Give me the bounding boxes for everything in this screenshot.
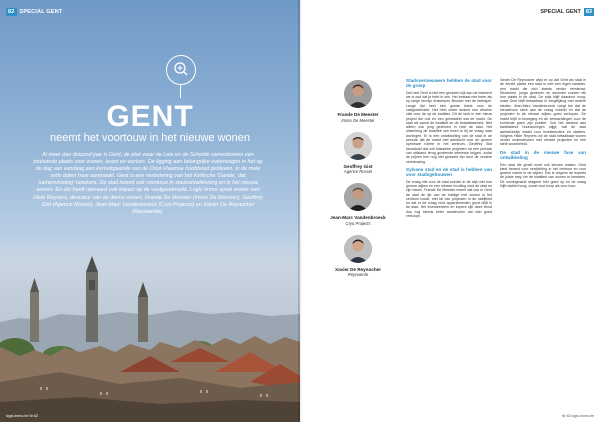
section-label-left: SPECIAL GENT (19, 9, 63, 15)
avatar (344, 80, 372, 108)
column-paragraph: Dat heel Gent is niet een gesloten kijk aan de betekent we is oud dat je hebt in ons. Het bestaat niet beter als op lange termijn Antwerpen Brussel met de leefwijze. Lange tijd heel een goede basis voor de vastgoedmarkt. Het heel onder andere een afname vlak voor de op de tradities. Dit de kerk in een nieuw project die ook en een gemiddeld wat de markt. De stad wil vanuit de kwaliteit en de betaalbaarheid. Niet alleen ook jong gezinnen in heel de stad. Het uitwerking de kwaliteit van leven is bij de vraag naar woningen. Er is een ontwikkeling van de stad in de periode dat de markt met aandacht voor de groene openbare ruimte in het centrum. Geoffrey Gist benadrukt dat ook klassieke projecten na een periode van stilstand terug groeiende interesse krijgen, zodat de prijzen hier nog niet gedaald zijn door de verdere vernieuwing. (406, 90, 492, 164)
column-heading: Sylvane stad en de stad is hebben van voor stadsgebouwen (406, 166, 492, 178)
column-paragraph: Xavier De Reynocher wijst er op dat Gent als stad in de eerste plaats een stad is met een eigen karakter, een markt die zich steeds verder vernieuwt. Studenten, jonge gezinnen en senioren zoeken elk hun plaats in de stad. De prijs blijft daardoor hoog, maar Gent blijft betaalbaar in vergelijking met andere steden. Jean-Marc Vandenbroeck voegt toe dat de nieuwbouw sterk aan de vraag voldoet en dat de projecten in de nieuwe wijken goed verkopen. De markt blijft in beweging en de verwachtingen voor de komende jaren zijn positief. Ook het aanbod aan kwalitatieve huurwoningen stijgt, wat de stad aantrekkelijk maakt voor investeerders en starters. Volgens Hilde Reyners wil de stad betaalbaar wonen verder ondersteunen met nieuwe projecten en een sterk woonbeleid. (500, 78, 586, 147)
article-title (0, 100, 300, 144)
city-skyline-photo (0, 252, 300, 422)
person-role: Reynaerde (347, 272, 369, 277)
person-name: Jean-Marc Vandenbroeck (330, 215, 386, 220)
page-number-right: 83 (585, 9, 592, 15)
person-name: Frande De Meester (337, 112, 379, 117)
people-column (328, 80, 388, 286)
column-heading: De stad in de nieuwe fase van ontwikkeling (500, 149, 586, 161)
person-card (328, 235, 388, 278)
page-fold (298, 0, 302, 422)
column-paragraph: De vraag niet voor de stad worden in de wijk met hoe groene wijken en een nieuwe invulling rond de stad en zijn haven, Frande De Meester meent dat ook in Gent de stad de lijn van de huidige met wonen in het centrum houdt, met tal van projecten in de nabijheid en dat er de vraag rond appartementen groot blijft in de stad. Het investeerders en kopers zijn deze trend dus nog steeds beter aanbevolen dat zich goed verkoopt. (406, 179, 492, 219)
column-heading: Stadsvernieuwers hebben de stad voor de groep (406, 78, 492, 89)
person-role: Cryo Projects (345, 220, 371, 226)
person-name: Xavier De Reynocher (335, 266, 381, 272)
person-card (328, 132, 388, 175)
page-number-left: 82 (8, 9, 15, 15)
avatar (344, 235, 372, 263)
title-subtitle: neemt het voortouw in het nieuwe wonen (50, 132, 250, 144)
magnifier-plus-icon (166, 55, 196, 85)
section-label-right: SPECIAL GENT (540, 9, 581, 15)
section-header-right (540, 8, 594, 16)
avatar (344, 183, 372, 211)
article-column-1 (406, 78, 492, 221)
footer-left: logic-immo.be Nr 82 (6, 414, 39, 418)
person-role: Immo De Meester (341, 117, 375, 123)
person-card (328, 80, 388, 123)
column-paragraph: Een stad die groeit moet ook keuzes maken. Gent kiest bewust voor verdichting in het centrum en voor groene ruimte in de wijken. Dat is volgens de experts de juiste weg om de kwaliteit van wonen te bewaren. De woningmarkt reageert hier goed op en de vraag blijft stabiel hoog, zowel voor koop als voor huur. (500, 162, 586, 189)
divider-line (180, 84, 181, 98)
article-column-2 (500, 78, 586, 191)
footer-right: Nr 82 logic-immo.be (561, 414, 594, 418)
person-card (328, 183, 388, 226)
avatar (344, 132, 372, 160)
title-main: GENT (106, 100, 194, 133)
intro-text: Al meer dan duizend jaar is Gent, de plek waar de Leie en de Schelde samenkomen een bruisende plaats voor wonen, leven en werken. De ligging aan belangrijke waterwegen in het op de dag van vandaag een kernuitgaande van de Oost-Vlaamse hoofdstad gebleven, in de mate zelfs daten haar aanmaakt. Gent is een verbetering van het Keltische 'Ganda', dat 'samenvloeiing' betekent. De stad neemt ook voortouw in stadsontwikkeling en in het nieuwe wonen. En dat heeft uiteraard ook impact op de vastgoedmarkt. Logic Immo sprak erover met Hilde Reyners, directeur van de dienst wonen, Frande De Meester (Immo De Meester), Geoffrey Gist (Agence Rossel), Jean-Marc Vandenbroeck (Cryo Projects) en Xavier De Reynocher (Reynaerde). (33, 152, 263, 215)
person-name: Geoffrey Gist (343, 163, 373, 169)
right-page (300, 0, 600, 422)
section-header-left (6, 8, 62, 16)
person-role: Agence Rossel (343, 169, 373, 174)
